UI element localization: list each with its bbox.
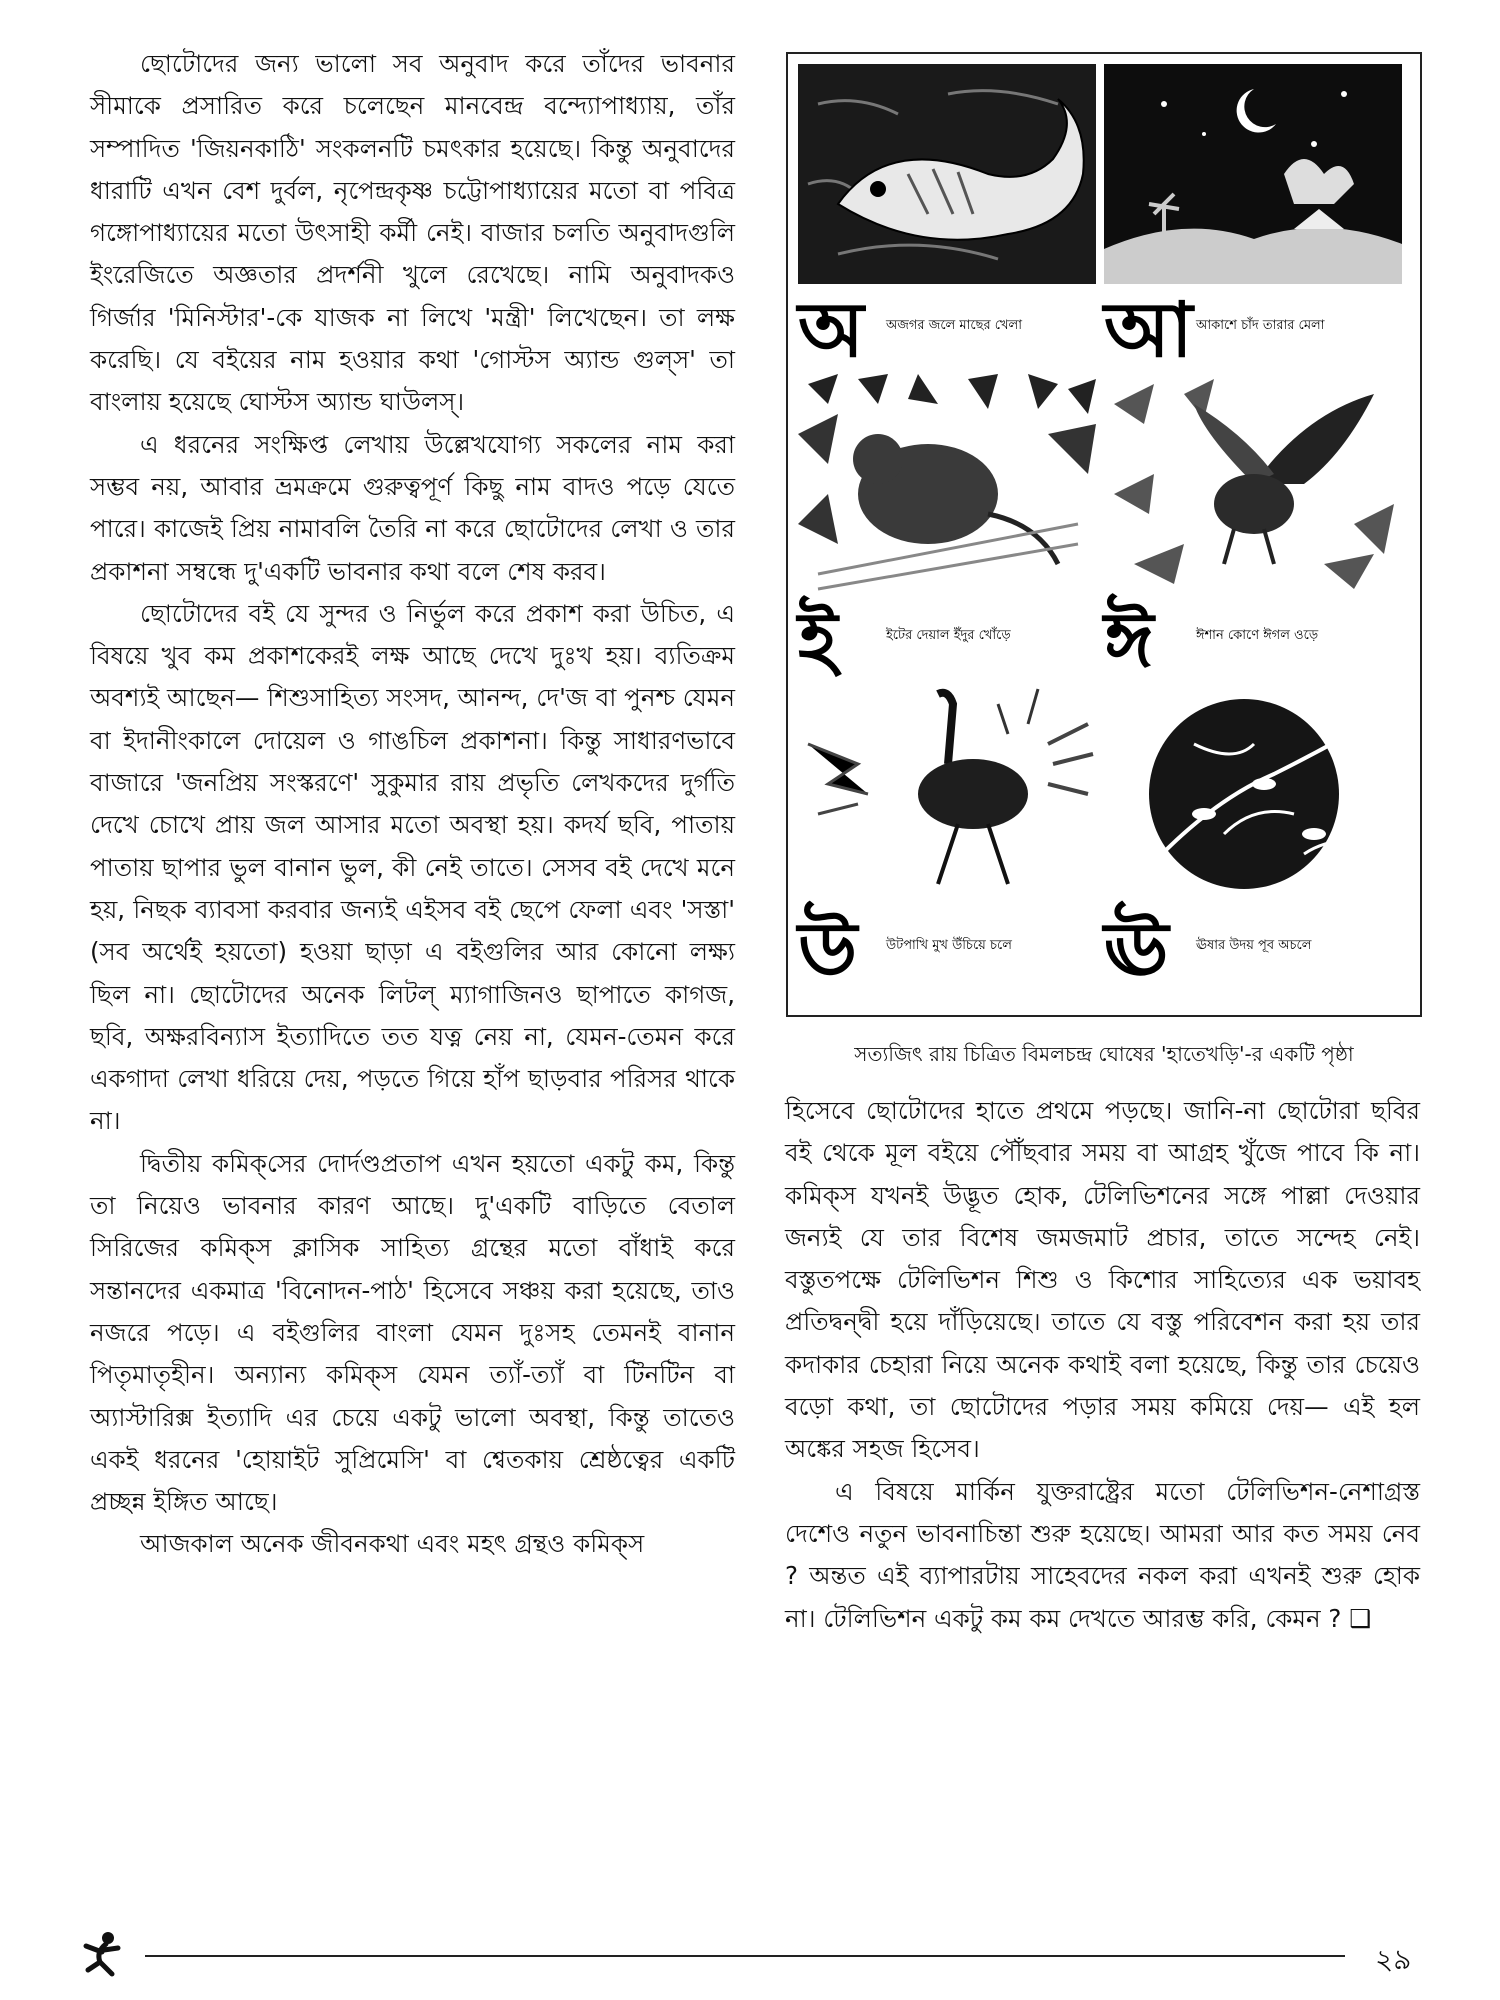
panel-letter: ঈ <box>1104 595 1154 684</box>
figure-caption: সত্যজিৎ রায় চিত্রিত বিমলচন্দ্র ঘোষের 'হাতেখড়ি'-র একটি পৃষ্ঠা <box>854 1042 1354 1066</box>
page-number: ২৯ <box>1375 1943 1412 1976</box>
panel-letter: ই <box>798 595 838 684</box>
panel-caption: অজগর জলে মাছের খেলা <box>886 318 1023 333</box>
right-column <box>785 1090 1420 1640</box>
rat-illustration <box>798 374 1096 594</box>
panel-caption: আকাশে চাঁদ তারার মেলা <box>1196 318 1325 333</box>
panel-caption: ঈশান কোণে ঈগল ওড়ে <box>1196 628 1319 643</box>
panel-letter: উ <box>798 905 858 994</box>
panel-caption: উটপাখি মুখ উঁচিয়ে চলে <box>886 938 1012 953</box>
fish-illustration <box>798 64 1096 284</box>
panel-letter: অ <box>798 285 864 374</box>
footer-rule <box>145 1955 1345 1957</box>
paragraph: আজকাল অনেক জীবনকথা এবং মহৎ গ্রন্থও কমিক্‌স <box>140 1529 645 1559</box>
paragraph: ছোটোদের জন্য ভালো সব অনুবাদ করে তাঁদের ভাবনার সীমাকে প্রসারিত করে চলেছেন মানবেন্দ্র বন্দ্যোপাধ্যায়, তাঁর সম্পাদিত 'জিয়নকাঠি' সংকলনটি চমৎকার হয়েছে। কিন্তু অনুবাদের ধারাটি এখন বেশ দুর্বল, নৃপেন্দ্রকৃষ্ণ চট্টোপাধ্যায়ের মতো বা পবিত্র গঙ্গোপাধ্যায়ের মতো উৎসাহী কর্মী নেই। বাজার চলতি অনুবাদগুলি ইংরেজিতে অজ্ঞতার প্রদর্শনী খুলে রেখেছে। নামি অনুবাদকও গির্জার 'মিনিস্টার'-কে যাজক না লিখে 'মন্ত্রী' লিখেছেন। তা লক্ষ করেছি। যে বইয়ের নাম হওয়ার কথা 'গোস্টস অ্যান্ড গুল্‌স' তা বাংলায় হয়েছে ঘোস্টস অ্যান্ড ঘাউলস্‌। <box>90 49 735 417</box>
paragraph: এ বিষয়ে মার্কিন যুক্তরাষ্ট্রের মতো টেলিভিশন-নেশাগ্রস্ত দেশেও নতুন ভাবনাচিন্তা শুরু হয়েছে। আমরা আর কত সময় নেব ? অন্তত এই ব্যাপারটায় সাহেবদের নকল করা এখনই শুরু হোক না। টেলিভিশন একটু কম কম দেখতে আরম্ভ করি, কেমন ? ❑ <box>785 1476 1420 1633</box>
alphabet-illustration <box>786 52 1422 1017</box>
paragraph: হিসেবে ছোটোদের হাতে প্রথমে পড়ছে। জানি-না ছোটোরা ছবির বই থেকে মূল বইয়ে পৌঁছবার সময় বা আগ্রহ খুঁজে পাবে কি না। কমিক্‌স যখনই উদ্ভূত হোক, টেলিভিশনের সঙ্গে পাল্লা দেওয়ার জন্যই যে তার বিশেষ জমজমাট প্রচার, তাতে সন্দেহ নেই। বস্তুতপক্ষে টেলিভিশন শিশু ও কিশোর সাহিত্যের এক ভয়াবহ প্রতিদ্বন্দ্বী হয়ে দাঁড়িয়েছে। তাতে যে বস্তু পরিবেশন করা হয় তার কদাকার চেহারা নিয়ে অনেক কথাই বলা হয়েছে, কিন্তু তার চেয়েও বড়ো কথা, তা ছোটোদের পড়ার সময় কমিয়ে দেয়— এই হল অঙ্কের সহজ হিসেব। <box>785 1096 1420 1464</box>
left-column <box>90 43 735 1566</box>
sunrise-illustration <box>1104 684 1402 904</box>
paragraph: এ ধরনের সংক্ষিপ্ত লেখায় উল্লেখযোগ্য সকলের নাম করা সম্ভব নয়, আবার ভ্রমক্রমে গুরুত্বপূর্ণ কিছু নাম বাদও পড়ে যেতে পারে। কাজেই প্রিয় নামাবলি তৈরি না করে ছোটোদের লেখা ও তার প্রকাশনা সম্বন্ধে দু'একটি ভাবনার কথা বলে শেষ করব। <box>90 429 735 586</box>
panel-caption: ইটের দেয়াল ইঁদুর খোঁড়ে <box>886 628 1011 643</box>
panel-caption: ঊষার উদয় পূব অচলে <box>1196 938 1312 953</box>
paragraph: ছোটোদের বই যে সুন্দর ও নির্ভুল করে প্রকাশ করা উচিত, এ বিষয়ে খুব কম প্রকাশকেরই লক্ষ আছে দেখে দুঃখ হয়। ব্যতিক্রম অবশ্যই আছেন— শিশুসাহিত্য সংসদ, আনন্দ, দে'জ বা পুনশ্চ যেমন বা ইদানীংকালে দোয়েল ও গাঙচিল প্রকাশনা। কিন্তু সাধারণভাবে বাজারে 'জনপ্রিয় সংস্করণে' সুকুমার রায় প্রভৃতি লেখকদের দুর্গতি দেখে চোখে প্রায় জল আসার মতো অবস্থা হয়। কদর্য ছবি, পাতায় পাতায় ছাপার ভুল বানান ভুল, কী নেই তাতে। সেসব বই দেখে মনে হয়, নিছক ব্যাবসা করবার জন্যই এইসব বই ছেপে ফেলা এবং 'সস্তা' (সব অর্থেই হয়তো) হওয়া ছাড়া এ বইগুলির আর কোনো লক্ষ্য ছিল না। ছোটোদের অনেক লিটল্‌ ম্যাগাজিনও ছাপাতে কাগজ, ছবি, অক্ষরবিন্যাস ইত্যাদিতে তত যত্ন নেয় না, যেমন-তেমন করে একগাদা লেখা ধরিয়ে দেয়, পড়তে গিয়ে হাঁপ ছাড়বার পরিসর থাকে না। <box>90 598 735 1136</box>
panel-letter: ঊ <box>1104 905 1169 994</box>
paragraph: দ্বিতীয় কমিক্‌সের দোর্দণ্ডপ্রতাপ এখন হয়তো একটু কম, কিন্তু তা নিয়েও ভাবনার কারণ আছে। দু'একটি বাড়িতে বেতাল সিরিজের কমিক্‌স ক্লাসিক সাহিত্য গ্রন্থের মতো বাঁধাই করে সন্তানদের একমাত্র 'বিনোদন-পাঠ' হিসেবে সঞ্চয় করা হয়েছে, তাও নজরে পড়ে। এ বইগুলির বাংলা যেমন দুঃসহ তেমনই বানান পিতৃমাতৃহীন। অন্যান্য কমিক্‌স যেমন ত্যাঁ-ত্যাঁ বা টিনটিন বা অ্যাস্টারিক্স ইত্যাদি এর চেয়ে একটু ভালো অবস্থা, কিন্তু তাতেও একই ধরনের 'হোয়াইট সুপ্রিমেসি' বা শ্বেতকায় শ্রেষ্ঠত্বের একটি প্রচ্ছন্ন ইঙ্গিত আছে। <box>90 1148 735 1517</box>
moon-night-illustration <box>1104 64 1402 284</box>
ostrich-illustration <box>798 684 1096 904</box>
dancing-figure-ornament-icon <box>78 1930 128 1980</box>
panel-letter: আ <box>1104 285 1193 374</box>
eagle-illustration <box>1104 374 1402 594</box>
